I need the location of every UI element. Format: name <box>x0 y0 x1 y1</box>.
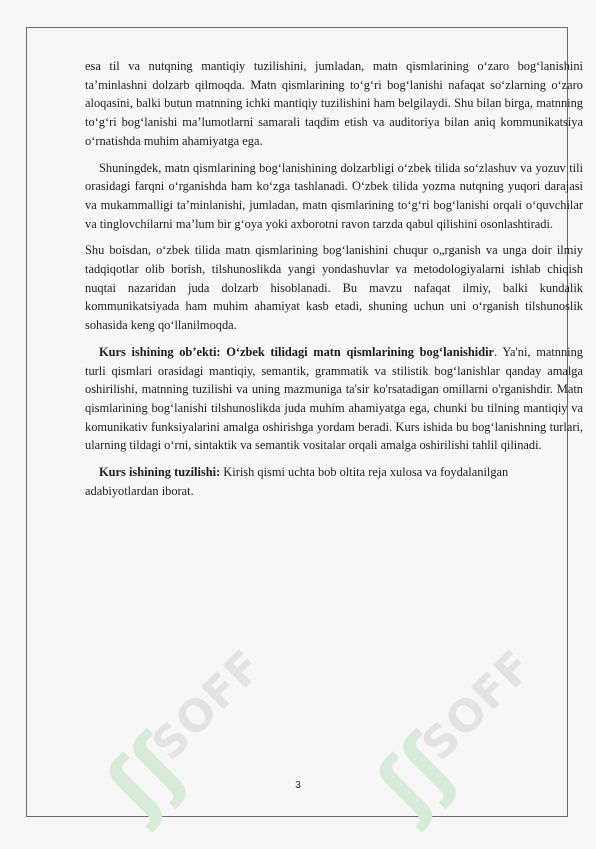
paragraph-relevance: Shuningdek, matn qismlarining bog‘lanishining dolzarbligi o‘zbek tilida so‘zlashuv va yozuv tili orasidagi farqni o‘rganishda ham ko‘zga tashlanadi. O‘zbek tilida yozma nutqning yuqori darajasi va mukammalligi ta’minlanishi, jumladan, matn qismlarining to‘g‘ri bog‘lanishi orqali o‘quvchilar va tinglovchilarni ma’lum bir g‘oya yoki axborotni ravon tarzda qabul qilishini osonlashtiradi. <box>85 160 583 231</box>
watermark-text: SOFF <box>142 640 273 771</box>
paragraph-intro: esa til va nutqning mantiqiy tuzilishini, jumladan, matn qismlarining o‘zaro bog‘lanishini ta’minlashni dolzarb qilmoqda. Matn qismlarining to‘g‘ri bog‘lanishi nafaqat so‘zlarning o‘zaro aloqasini, balki butun matnning ichki mantiqiy tuzilishini ham belgilaydi. Shu bilan birga, matnning to‘g‘ri bog‘lanishi ma’lumotlarni samarali taqdim etish va auditoriya bilan aniq kommunikatsiya o‘rnatishda muhim ahamiyatga ega. <box>85 59 583 148</box>
page-frame <box>26 27 584 833</box>
paragraph-structure <box>85 463 583 500</box>
watermark-left <box>66 637 278 849</box>
watermark-text: SOFF <box>412 640 543 771</box>
paragraph-object <box>85 343 583 455</box>
watermark-logo-icon: ʃʃ <box>359 719 472 833</box>
watermark-logo-icon: ʃʃ <box>89 719 202 833</box>
structure-text: Kirish qismi uchta bob oltita reja xulosa va foydalanilgan adabiyotlardan iborat. <box>85 465 509 498</box>
structure-heading: Kurs ishining tuzilishi: <box>99 465 221 480</box>
watermark-right <box>336 637 548 849</box>
document-body <box>85 57 583 500</box>
page-number: 3 <box>295 780 301 791</box>
object-heading: Kurs ishining ob’ekti: O‘zbek tilidagi matn qismlarining bog‘lanishidir <box>99 344 495 359</box>
object-text: . Ya'ni, matnning turli qismlari orasidagi mantiqiy, semantik, grammatik va stilistik bog‘lanishlar qanday amalga oshirilishi, matnning tuzilishi va uning mazmuniga ta'sir ko'rsatadigan omillarni o'rganishdir. Matn qismlarining bog‘lanishi tilshunoslikda juda muhim ahamiyatga ega, chunki bu tilning mantiqiy va komunikativ funksiyalarini amalga oshirishga yordam beradi. Kurs ishida bu bog‘lanishning turlari, ularning tildagi o‘rni, sintaktik va semantik vositalar orqali amalga oshirilishi tahlil qilinadi. <box>85 344 584 453</box>
paragraph-importance: Shu boisdan, o‘zbek tilida matn qismlarining bog‘lanishini chuqur o„rganish va unga doir ilmiy tadqiqotlar olib borish, tilshunoslikda yangi yondashuvlar va metodologiyalarni ishlab chiqish nuqtai nazaridan juda dolzarb hisoblanadi. Bu mavzu nafaqat ilmiy, balki kundalik kommunikatsiyada ham muhim ahamiyat kasb etadi, shuning uchun uni o‘rganish tilshunoslik sohasida keng qo‘llanilmoqda. <box>85 243 583 333</box>
